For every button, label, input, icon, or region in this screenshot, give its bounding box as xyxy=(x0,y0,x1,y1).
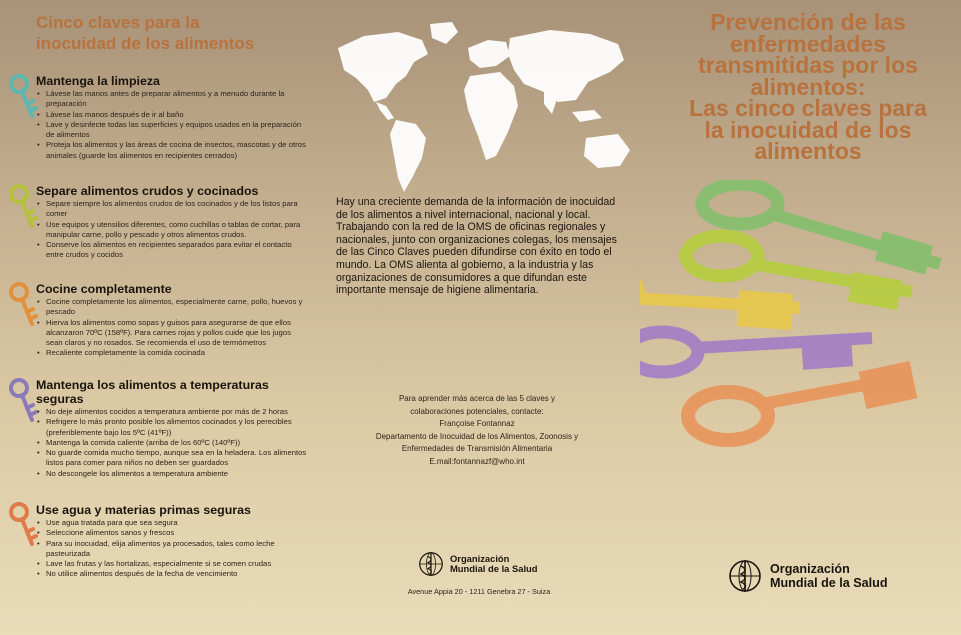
left-title xyxy=(36,12,254,54)
who-logo-small xyxy=(416,549,538,579)
section-separate xyxy=(36,184,308,261)
list-item: • Proteja los alimentos y las áreas de cocina de insectos, mascotas y de otros animales (guarde los alimentos en recipientes cerrados) xyxy=(36,140,308,161)
who-org-line-1: Organización xyxy=(450,552,510,564)
key-icon-cook xyxy=(6,280,38,332)
list-item: • Recaliente completamente la comida cocinada xyxy=(36,348,308,358)
section-heading: Use agua y materias primas seguras xyxy=(36,503,251,517)
list-item: • Use equipos y utensilios diferentes, como cuchillas o tablas de cortar, para manipular carne, pollo y pescado y otros alimentos crudos. xyxy=(36,220,308,241)
left-title-line-2: inocuidad de los alimentos xyxy=(36,34,255,53)
contact-department: Departamento de Inocuidad de los Alimentos, Zoonosis y xyxy=(375,431,579,441)
cover-title-line: Las cinco claves para xyxy=(689,95,927,121)
section-cook xyxy=(36,282,308,359)
right-panel xyxy=(640,0,961,635)
cover-title-line: alimentos: xyxy=(750,73,866,100)
intro-paragraph: Hay una creciente demanda de la información de inocuidad de los alimentos a nivel internacional, nacional y local. Trabajando con la red de la OMS de oficinas regionales y nacionales, junto con organizaciones colegas, los mensajes de las Cinco Claves pueden difundirse con éxito en todo el mundo. La OMS alienta al gobierno, a la industria y las organizaciones de consumidores a que difundan este importante mensaje de higiene alimentaria. xyxy=(336,196,617,297)
contact-name: Françoise Fontannaz xyxy=(439,419,515,429)
who-org-line-2: Mundial de la Salud xyxy=(450,563,538,574)
key-icon-water xyxy=(6,500,38,552)
section-cleanliness xyxy=(36,74,308,161)
colored-keys-image xyxy=(640,180,961,480)
section-water xyxy=(36,503,308,580)
who-org-name xyxy=(770,562,888,590)
address-line: Avenue Appia 20 - 1211 Genebra 27 - Suiza xyxy=(407,587,551,596)
who-org-line-2: Mundial de la Salud xyxy=(770,576,888,590)
list-item: • Separe siempre los alimentos crudos de los cocinados y de los listos para comer xyxy=(36,199,308,220)
contact-email: E.mail:fontannazf@who.int xyxy=(429,456,525,466)
list-item: • Mantenga la comida caliente (arriba de los 60ºC (140ºF)) xyxy=(36,438,308,448)
list-item: • Cocine completamente los alimentos, especialmente carne, pollo, huevos y pescado xyxy=(36,297,308,318)
cover-title xyxy=(658,9,958,164)
cover-title-line: alimentos xyxy=(754,138,862,164)
list-item: • Hierva los alimentos como sopas y guisos para asegurarse de que ellos alcanzaron 70ºC (158ºF). Para carnes rojas y pollos cuide que los jugos sean claros y no rosados. Se recomienda el uso de termómetros xyxy=(36,318,308,349)
cover-title-line: Prevención de las xyxy=(710,9,906,35)
green-key xyxy=(702,184,940,275)
contact-line: Para aprender más acerca de las 5 claves y xyxy=(398,394,556,403)
who-emblem-icon xyxy=(725,556,765,596)
list-item: • Lávese las manos después de ir al baño xyxy=(36,110,308,120)
key-icon-cleanliness xyxy=(6,72,38,124)
left-panel xyxy=(0,0,318,635)
world-map-image xyxy=(318,10,640,200)
section-list xyxy=(36,407,308,479)
who-emblem-icon xyxy=(416,549,446,579)
orange-key xyxy=(688,361,917,440)
contact-line: colaboraciones potenciales, contacte: xyxy=(410,406,544,416)
purple-key xyxy=(640,332,872,372)
contact-info xyxy=(342,393,612,469)
cover-title-line: la inocuidad de los xyxy=(704,116,912,143)
section-heading: Mantenga los alimentos a temperaturas seguras xyxy=(36,378,269,406)
section-temperature xyxy=(36,378,308,479)
list-item: • Lave las frutas y las hortalizas, especialmente si se comen crudas xyxy=(36,559,308,569)
list-item: • Refrigere lo más pronto posible los alimentos cocinados y los perecibles (preferiblemente bajo los 5ºC (41ºF)) xyxy=(36,417,308,438)
list-item: • No guarde comida mucho tiempo, aunque sea en la heladera. Los alimentos listos para comer para niños no deben ser guardados xyxy=(36,448,308,469)
list-item: • No descongele los alimentos a temperatura ambiente xyxy=(36,469,308,479)
list-item: • Lávese las manos antes de preparar alimentos y a menudo durante la preparación xyxy=(36,89,308,110)
section-heading: Cocine completamente xyxy=(36,282,172,296)
who-logo-large xyxy=(725,556,888,596)
middle-panel xyxy=(318,0,640,635)
list-item: • Para su inocuidad, elija alimentos ya procesados, tales como leche pasteurizada xyxy=(36,539,308,560)
section-list xyxy=(36,89,308,161)
list-item: • Use agua tratada para que sea segura xyxy=(36,518,308,528)
list-item: • Seleccione alimentos sanos y frescos xyxy=(36,528,308,538)
key-icon-separate xyxy=(6,182,38,234)
list-item: • No utilice alimentos después de la fecha de vencimiento xyxy=(36,569,308,579)
section-list xyxy=(36,518,308,580)
who-org-name xyxy=(450,554,538,575)
section-list xyxy=(36,199,308,261)
key-icon-temperature xyxy=(6,376,38,428)
section-list xyxy=(36,297,308,359)
cover-title-line: transmitidas por los xyxy=(698,52,918,78)
list-item: • Lave y desinfecte todas las superficies y equipos usados en la preparación de alimentos xyxy=(36,120,308,141)
cover-title-line: enfermedades xyxy=(730,30,886,57)
list-item: • No deje alimentos cocidos a temperatura ambiente por más de 2 horas xyxy=(36,407,308,417)
section-heading: Separe alimentos crudos y cocinados xyxy=(36,184,259,198)
list-item: • Conserve los alimentos en recipientes separados para evitar el contacto entre crudos y cocidos xyxy=(36,240,308,261)
contact-department: Enfermedades de Transmisión Alimentaria xyxy=(401,444,553,454)
section-heading: Mantenga la limpieza xyxy=(36,74,160,88)
left-title-line-1: Cinco claves para la xyxy=(36,13,200,32)
who-org-line-1: Organización xyxy=(770,562,850,576)
